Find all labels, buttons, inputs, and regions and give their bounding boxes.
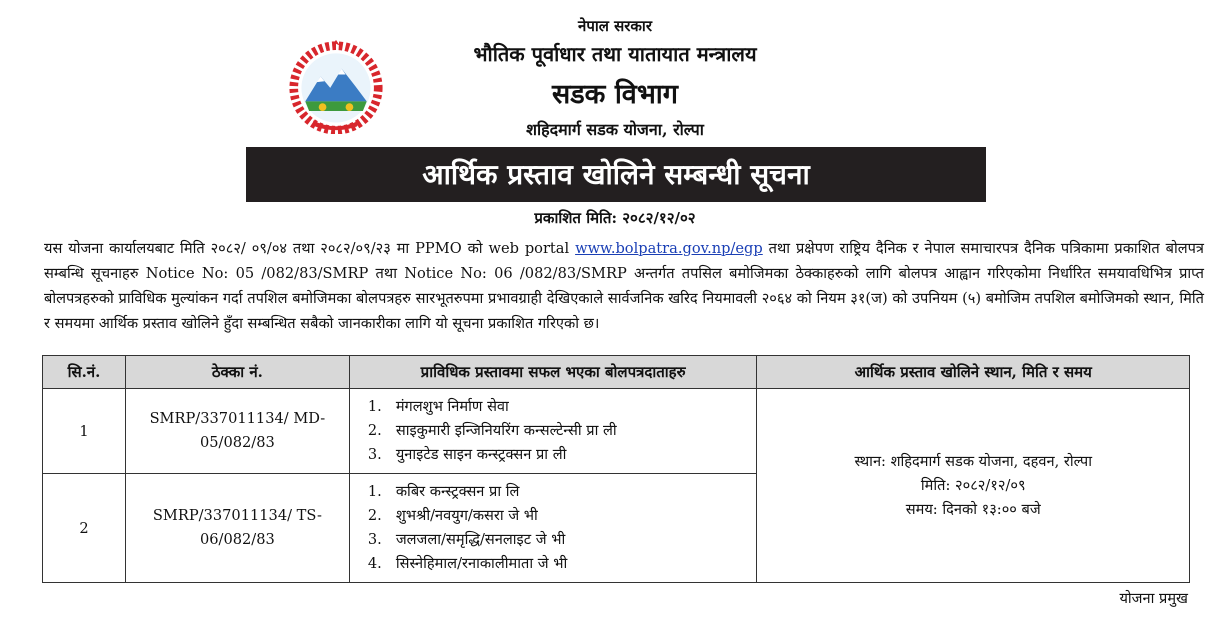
list-item <box>368 419 757 443</box>
contract-number-line2: 06/082/83 <box>199 531 275 548</box>
office-name: शहिदमार्ग सडक योजना, रोल्पा <box>526 120 704 139</box>
venue-cell <box>757 389 1190 583</box>
col-header-sn: सि.नं. <box>43 356 126 389</box>
contract-number <box>125 389 349 474</box>
item-number: 2. <box>367 507 382 524</box>
list-item <box>368 504 757 528</box>
bidder-name: कबिर कन्स्ट्रक्सन प्रा लि <box>395 483 520 500</box>
notice-title-banner <box>246 147 986 202</box>
bid-table <box>42 355 1190 583</box>
item-number: 2. <box>367 422 382 439</box>
table-row <box>43 389 1190 474</box>
list-item <box>368 480 757 504</box>
col-header-contract: ठेक्का नं. <box>125 356 349 389</box>
contract-number-line1: SMRP/337011134/ TS- <box>152 507 322 524</box>
row-sn: 2 <box>43 474 126 583</box>
ministry-name: भौतिक पूर्वाधार तथा यातायात मन्त्रालय <box>473 42 757 66</box>
item-number: 3. <box>367 531 382 548</box>
venue-place: स्थान: शहिदमार्ग सडक योजना, दहवन, रोल्पा <box>854 452 1092 470</box>
item-number: 3. <box>367 446 382 463</box>
notice-body-text-continued: तथा प्रक्षेपण राष्ट्रिय दैनिक र नेपाल समाचारपत्र दैनिक पत्रिकामा प्रकाशित बोलपत्र सम्बन्धि सूचनाहरु Notice No: 05 /082/83/SMRP तथा Notice No: 06 /082/83/SMRP अन्तर्गत तपसिल बमोजिमका ठेक्काहरुको लागि बोलपत्र आह्वान गरिएकोमा निर्धारित समयावधिभित्र प्राप्त बोलपत्रहरुको प्राविधिक मुल्यांकन गर्दा तपशिल बमोजिमका बोलपत्रहरु सारभूतरुपमा प्रभावग्राही देखिएकाले सार्वजनिक खरिद नियमावली २०६४ को नियम ३१(ज) को उपनियम (५) बमोजिम तपशिल बमोजिमको स्थान, मिति र समयमा आर्थिक प्रस्ताव खोलिने हुँदा सम्बन्धित सबैको जानकारीका लागि यो सूचना प्रकाशित गरिएको छ। <box>44 240 1204 332</box>
item-number: 1. <box>367 483 382 500</box>
bidder-list <box>349 474 757 583</box>
bidder-name: मंगलशुभ निर्माण सेवा <box>395 398 509 415</box>
list-item <box>368 443 757 467</box>
department-name: सडक विभाग <box>551 79 678 110</box>
contract-number-line1: SMRP/337011134/ MD- <box>149 410 326 427</box>
bidder-name: साइकुमारी इन्जिनियरिंग कन्सल्टेन्सी प्रा ली <box>395 422 617 439</box>
venue-date: मिति: २०८२/१२/०९ <box>920 476 1026 494</box>
notice-body-text: यस योजना कार्यालयबाट मिति २०८२/ ०९/०४ तथा २०८२/०९/२३ मा PPMO को web portal <box>44 240 576 257</box>
col-header-bidders: प्राविधिक प्रस्तावमा सफल भएका बोलपत्रदाताहरु <box>349 356 757 389</box>
item-number: 1. <box>367 398 382 415</box>
list-item <box>368 528 757 552</box>
col-header-venue: आर्थिक प्रस्ताव खोलिने स्थान, मिति र समय <box>757 356 1190 389</box>
notice-title: आर्थिक प्रस्ताव खोलिने सम्बन्धी सूचना <box>422 158 810 191</box>
bidder-list <box>349 389 757 474</box>
table-header-row <box>43 356 1190 389</box>
bidder-name: शुभश्री/नवयुग/कसरा जे भी <box>395 507 538 524</box>
item-number: 4. <box>367 555 382 572</box>
notice-body <box>44 236 1204 336</box>
row-sn: 1 <box>43 389 126 474</box>
bidder-name: सिस्नेहिमाल/रनाकालीमाता जे भी <box>395 555 568 572</box>
contract-number-line2: 05/082/83 <box>199 434 275 451</box>
published-date: प्रकाशित मिति: २०८२/१२/०२ <box>534 209 696 227</box>
bidder-name: जलजला/समृद्धि/सनलाइट जे भी <box>395 531 566 548</box>
list-item <box>368 395 757 419</box>
venue-time: समय: दिनको १३:०० बजे <box>905 500 1041 518</box>
signature-title: योजना प्रमुख <box>1119 590 1188 607</box>
bidder-name: युनाइटेड साइन कन्स्ट्रक्सन प्रा ली <box>395 446 567 463</box>
list-item <box>368 552 757 576</box>
egp-portal-link[interactable]: www.bolpatra.gov.np/egp <box>575 240 763 257</box>
government-name: नेपाल सरकार <box>578 17 652 35</box>
contract-number <box>125 474 349 583</box>
